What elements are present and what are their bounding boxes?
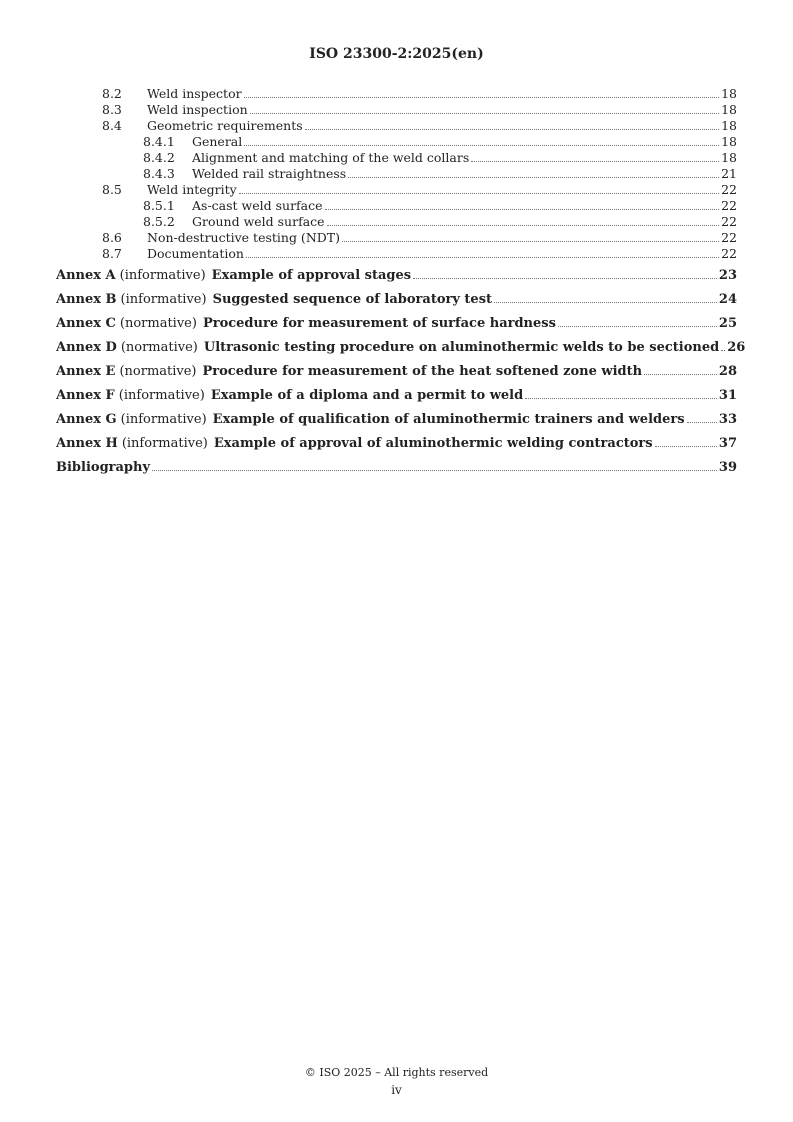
dot-leader xyxy=(327,222,720,226)
copyright-notice: © ISO 2025 – All rights reserved xyxy=(304,1066,489,1079)
annex-title[interactable]: Example of approval stages xyxy=(211,268,412,283)
toc-entry-title[interactable]: As-cast weld surface xyxy=(192,198,323,213)
page-number: iv xyxy=(391,1083,402,1097)
annex-page[interactable]: 24 xyxy=(718,292,737,307)
toc-entry-title[interactable]: Non-destructive testing (NDT) xyxy=(147,230,340,245)
toc-annex-e[interactable] xyxy=(56,360,737,384)
annex-title[interactable]: Suggested sequence of laboratory test xyxy=(212,292,493,307)
toc-entry-page[interactable]: 22 xyxy=(721,182,737,197)
document-id: ISO 23300-2:2025(en) xyxy=(309,46,484,62)
table-of-contents xyxy=(56,86,746,480)
toc-entry-number: 8.4 xyxy=(102,118,122,133)
toc-annex-f[interactable] xyxy=(56,384,737,408)
annex-title[interactable]: Ultrasonic testing procedure on aluminothermic welds to be sectioned xyxy=(203,340,720,355)
dot-leader xyxy=(152,466,717,471)
toc-entry-title[interactable]: Welded rail straightness xyxy=(192,166,347,181)
toc-entry-title[interactable]: Documentation xyxy=(147,246,244,261)
toc-entry-title[interactable]: Weld integrity xyxy=(147,182,237,197)
annex-title[interactable]: Procedure for measurement of surface hardness xyxy=(202,316,556,331)
page-footer xyxy=(0,1066,793,1097)
dot-leader xyxy=(644,370,717,375)
annex-label[interactable]: Annex E xyxy=(56,364,116,379)
toc-annex-c[interactable] xyxy=(56,312,737,336)
toc-entry-8-5-1[interactable] xyxy=(56,198,737,214)
annex-kind: (normative) xyxy=(119,316,197,331)
annex-label[interactable]: Annex A xyxy=(56,268,116,283)
dot-leader xyxy=(325,206,720,210)
dot-leader xyxy=(558,322,717,327)
document-header xyxy=(0,46,793,62)
annex-page[interactable]: 23 xyxy=(718,268,737,283)
toc-entry-number: 8.6 xyxy=(102,230,122,245)
annex-label[interactable]: Annex F xyxy=(56,388,115,403)
toc-entry-title[interactable]: Weld inspection xyxy=(147,102,248,117)
toc-annex-d[interactable] xyxy=(56,336,746,360)
annex-kind: (informative) xyxy=(118,388,205,403)
toc-annex-g[interactable] xyxy=(56,408,737,432)
toc-entry-number: 8.5 xyxy=(102,182,122,197)
toc-entry-title[interactable]: Geometric requirements xyxy=(147,118,303,133)
annex-page[interactable]: 26 xyxy=(727,340,746,355)
toc-entry-number: 8.7 xyxy=(102,246,122,261)
toc-bibliography[interactable] xyxy=(56,456,737,480)
dot-leader xyxy=(413,274,717,279)
toc-entry-number: 8.4.1 xyxy=(143,134,175,149)
toc-entry-8-2[interactable] xyxy=(56,86,737,102)
annex-label[interactable]: Annex D xyxy=(56,340,117,355)
annex-label[interactable]: Annex H xyxy=(56,436,118,451)
toc-entry-8-4-3[interactable] xyxy=(56,166,737,182)
annex-label[interactable]: Annex G xyxy=(56,412,117,427)
dot-leader xyxy=(305,126,719,130)
toc-entry-8-6[interactable] xyxy=(56,230,737,246)
annex-kind: (informative) xyxy=(119,268,206,283)
toc-entry-page[interactable]: 18 xyxy=(721,102,737,117)
toc-entry-page[interactable]: 18 xyxy=(721,134,737,149)
toc-entry-number: 8.4.2 xyxy=(143,150,175,165)
dot-leader xyxy=(655,442,717,447)
annex-kind: (informative) xyxy=(120,412,207,427)
annex-page[interactable]: 33 xyxy=(718,412,737,427)
toc-annex-a[interactable] xyxy=(56,264,737,288)
dot-leader xyxy=(471,158,719,162)
toc-entry-8-4-2[interactable] xyxy=(56,150,737,166)
toc-entry-number: 8.4.3 xyxy=(143,166,175,181)
toc-entry-number: 8.2 xyxy=(102,86,122,101)
annex-title[interactable]: Procedure for measurement of the heat softened zone width xyxy=(202,364,643,379)
dot-leader xyxy=(250,110,719,114)
annex-kind: (informative) xyxy=(121,436,208,451)
dot-leader xyxy=(239,190,719,194)
dot-leader xyxy=(687,418,717,423)
toc-entry-8-4-1[interactable] xyxy=(56,134,737,150)
dot-leader xyxy=(721,346,725,351)
annex-page[interactable]: 25 xyxy=(718,316,737,331)
bibliography-page[interactable]: 39 xyxy=(718,460,737,475)
toc-entry-8-4[interactable] xyxy=(56,118,737,134)
toc-entry-page[interactable]: 18 xyxy=(721,118,737,133)
annex-title[interactable]: Example of qualification of aluminothermic trainers and welders xyxy=(212,412,685,427)
toc-entry-number: 8.3 xyxy=(102,102,122,117)
toc-entry-8-5-2[interactable] xyxy=(56,214,737,230)
annex-page[interactable]: 28 xyxy=(718,364,737,379)
toc-entry-8-5[interactable] xyxy=(56,182,737,198)
annex-page[interactable]: 31 xyxy=(718,388,737,403)
toc-entry-page[interactable]: 22 xyxy=(721,198,737,213)
toc-entry-title[interactable]: Ground weld surface xyxy=(192,214,325,229)
dot-leader xyxy=(244,94,720,98)
annex-label[interactable]: Annex B xyxy=(56,292,117,307)
annex-title[interactable]: Example of a diploma and a permit to weld xyxy=(210,388,524,403)
annex-label[interactable]: Annex C xyxy=(56,316,116,331)
annex-kind: (normative) xyxy=(119,364,197,379)
annex-page[interactable]: 37 xyxy=(718,436,737,451)
dot-leader xyxy=(348,174,719,178)
toc-entry-page[interactable]: 18 xyxy=(721,150,737,165)
toc-annex-b[interactable] xyxy=(56,288,737,312)
dot-leader xyxy=(246,254,719,258)
dot-leader xyxy=(525,394,717,399)
toc-entry-page[interactable]: 22 xyxy=(721,246,737,261)
toc-entry-title[interactable]: Weld inspector xyxy=(147,86,242,101)
annex-kind: (normative) xyxy=(120,340,198,355)
toc-annex-h[interactable] xyxy=(56,432,737,456)
bibliography-title[interactable]: Bibliography xyxy=(56,460,151,475)
toc-entry-8-7[interactable] xyxy=(56,246,737,262)
dot-leader xyxy=(342,238,719,242)
toc-entry-page[interactable]: 22 xyxy=(721,230,737,245)
toc-entry-page[interactable]: 22 xyxy=(721,214,737,229)
toc-entry-title[interactable]: Alignment and matching of the weld collars xyxy=(192,150,470,165)
annex-title[interactable]: Example of approval of aluminothermic welding contractors xyxy=(213,436,653,451)
dot-leader xyxy=(494,298,717,303)
toc-entry-title[interactable]: General xyxy=(192,134,243,149)
toc-entry-page[interactable]: 21 xyxy=(721,166,737,181)
dot-leader xyxy=(244,142,719,146)
annex-kind: (informative) xyxy=(120,292,207,307)
toc-entry-number: 8.5.2 xyxy=(143,214,175,229)
toc-entry-8-3[interactable] xyxy=(56,102,737,118)
toc-entry-page[interactable]: 18 xyxy=(721,86,737,101)
toc-entry-number: 8.5.1 xyxy=(143,198,175,213)
